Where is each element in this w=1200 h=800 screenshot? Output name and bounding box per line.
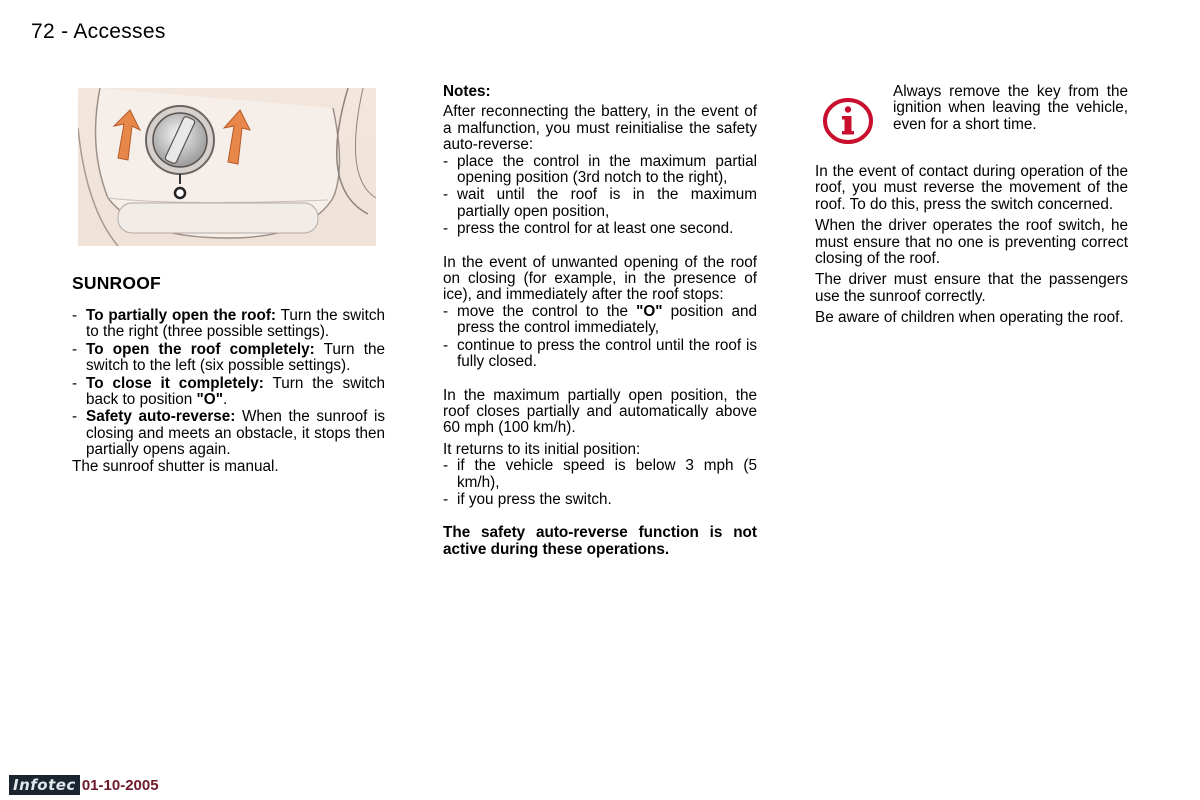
list-item: - To partially open the roof: Turn the switch to the right (three possible settings). bbox=[72, 308, 385, 341]
list-item: - place the control in the maximum partial opening position (3rd notch to the right), bbox=[443, 154, 757, 187]
list-item: - if the vehicle speed is below 3 mph (5 km/h), bbox=[443, 458, 757, 491]
column-right bbox=[815, 164, 1128, 327]
paragraph: In the event of contact during operation of the roof, you must reverse the movement of the roof. To do this, press the switch concerned. bbox=[815, 163, 1128, 213]
sunroof-instructions-list bbox=[72, 308, 385, 459]
list-item: - To close it completely: Turn the switch back to position "O". bbox=[72, 376, 385, 409]
unwanted-opening-steps-list bbox=[443, 304, 757, 371]
return-conditions-list bbox=[443, 458, 757, 508]
info-warning-icon bbox=[823, 98, 873, 144]
returns-paragraph: It returns to its initial position: bbox=[443, 440, 641, 458]
warning-box bbox=[815, 84, 1128, 156]
footer bbox=[9, 775, 159, 795]
list-item: - continue to press the control until the roof is fully closed. bbox=[443, 338, 757, 371]
paragraph: When the driver operates the roof switch, he must ensure that no one is preventing correct closing of the roof. bbox=[815, 217, 1128, 268]
sunroof-switch-illustration bbox=[78, 88, 376, 246]
intro-paragraph: After reconnecting the battery, in the event of a malfunction, you must reinitialise the safety auto-reverse: bbox=[443, 103, 757, 154]
list-item: - Safety auto-reverse: When the sunroof is closing and meets an obstacle, it stops then partially opens again. bbox=[72, 409, 385, 458]
safety-note: The safety auto-reverse function is not active during these operations. bbox=[443, 524, 757, 558]
unwanted-opening-paragraph: In the event of unwanted opening of the roof on closing (for example, in the presence of ice), and immediately after the roof stops: bbox=[443, 253, 757, 304]
list-item: - wait until the roof is in the maximum partially open position, bbox=[443, 187, 757, 220]
list-item: - move the control to the "O" position and press the control immediately, bbox=[443, 304, 757, 337]
closing-paragraph: The sunroof shutter is manual. bbox=[72, 457, 279, 475]
paragraph: Be aware of children when operating the roof. bbox=[815, 309, 1124, 327]
warning-text: Always remove the key from the ignition when leaving the vehicle, even for a short time. bbox=[893, 83, 1128, 133]
column-left bbox=[72, 308, 385, 475]
column-middle bbox=[443, 84, 757, 558]
footer-date: 01-10-2005 bbox=[81, 776, 159, 794]
auto-close-paragraph: In the maximum partially open position, the roof closes partially and automatically above 60 mph (100 km/h). bbox=[443, 386, 757, 437]
list-item: - press the control for at least one second. bbox=[443, 221, 757, 237]
page-header: 72 - Accesses bbox=[31, 20, 166, 43]
paragraph: The driver must ensure that the passengers use the sunroof correctly. bbox=[815, 271, 1128, 305]
reinit-steps-list bbox=[443, 154, 757, 238]
infotec-logo: Infotec bbox=[9, 775, 80, 795]
list-item: - To open the roof completely: Turn the switch to the left (six possible settings). bbox=[72, 342, 385, 375]
section-title: SUNROOF bbox=[72, 273, 161, 293]
notes-heading: Notes: bbox=[443, 83, 491, 100]
list-item: - if you press the switch. bbox=[443, 492, 757, 508]
